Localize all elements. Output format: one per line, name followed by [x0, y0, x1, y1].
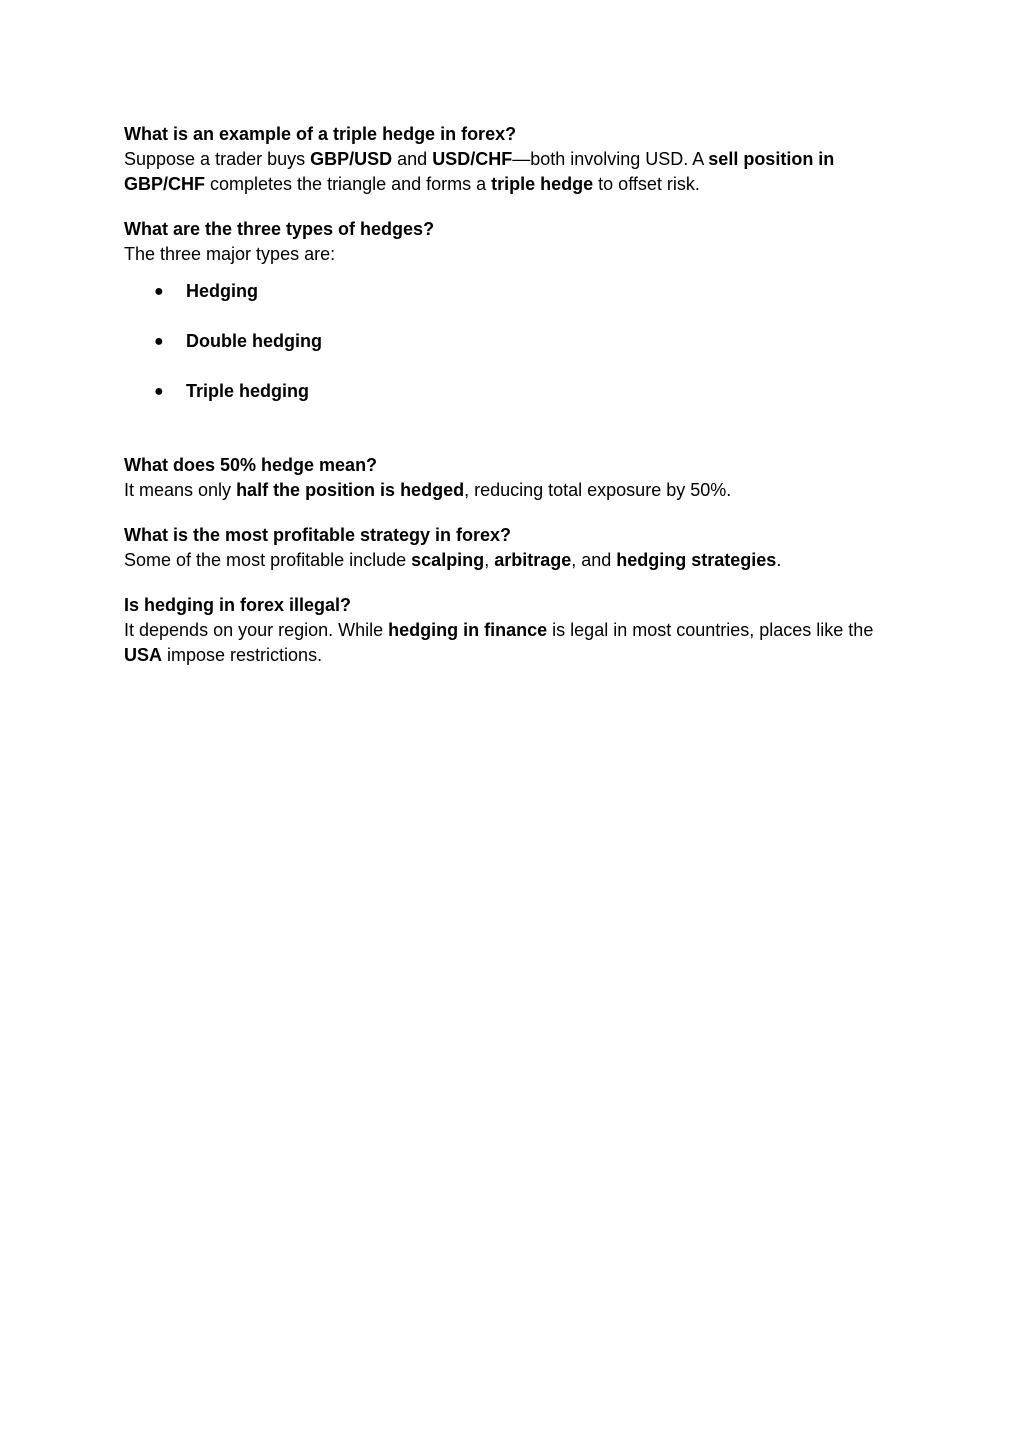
- faq-question: What does 50% hedge mean?: [124, 455, 378, 475]
- faq-answer: The three major types are:: [124, 244, 336, 264]
- document-page: [124, 122, 904, 688]
- faq-question: What is an example of a triple hedge in forex?: [124, 124, 517, 144]
- bullet-icon: ●: [154, 283, 164, 300]
- list-item: ● Hedging: [124, 279, 904, 329]
- list-item: ● Triple hedging: [124, 379, 904, 429]
- bullet-icon: ●: [154, 333, 164, 350]
- faq-question: Is hedging in forex illegal?: [124, 595, 352, 615]
- faq-answer: It depends on your region. While hedging in finance is legal in most countries, places like the USA impose restrictions.: [124, 620, 874, 665]
- faq-hedge-types: [124, 217, 904, 429]
- faq-answer: Suppose a trader buys GBP/USD and USD/CHF—both involving USD. A sell position in GBP/CHF completes the triangle and forms a triple hedge to offset risk.: [124, 149, 835, 194]
- faq-answer: It means only half the position is hedged, reducing total exposure by 50%.: [124, 480, 732, 500]
- faq-answer: Some of the most profitable include scalping, arbitrage, and hedging strategies.: [124, 550, 782, 570]
- faq-hedging-legality: [124, 593, 904, 668]
- faq-triple-hedge-example: [124, 122, 904, 197]
- faq-question: What are the three types of hedges?: [124, 219, 435, 239]
- hedge-types-list: [124, 279, 904, 429]
- faq-question: What is the most profitable strategy in forex?: [124, 525, 512, 545]
- faq-profitable-strategy: [124, 523, 904, 573]
- bullet-icon: ●: [154, 383, 164, 400]
- list-item: ● Double hedging: [124, 329, 904, 379]
- faq-fifty-percent-hedge: [124, 453, 904, 503]
